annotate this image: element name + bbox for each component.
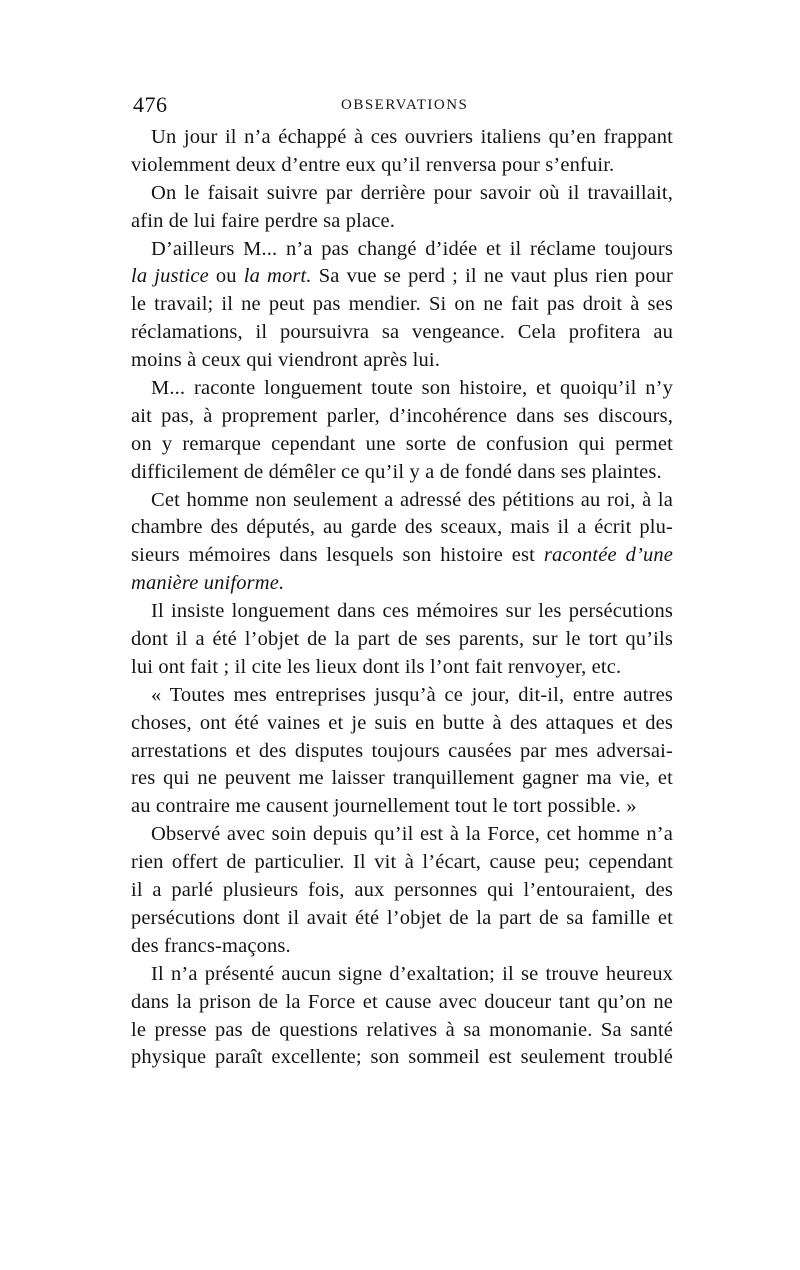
page-number: 476 xyxy=(133,92,168,117)
text-line xyxy=(131,654,673,682)
text-run: ait pas, à proprement parler, d’incohérence dans ses discours, xyxy=(131,404,673,427)
text-line xyxy=(131,1044,673,1072)
text-line xyxy=(131,124,673,152)
text-run: res qui ne peuvent me laisser tranquillement gagner ma vie, et xyxy=(131,767,673,790)
text-line xyxy=(131,765,673,793)
text-run: au contraire me causent journellement tout le tort possible. » xyxy=(131,795,637,818)
text-run: M... raconte longuement toute son histoire, et quoiqu’il n’y xyxy=(151,377,673,400)
text-line xyxy=(131,459,673,487)
body-text xyxy=(131,124,673,1072)
paragraph xyxy=(131,180,673,236)
text-line xyxy=(131,431,673,459)
text-line xyxy=(131,598,673,626)
text-run: le presse pas de questions relatives à sa monomanie. Sa santé xyxy=(131,1018,673,1041)
paragraph xyxy=(131,821,673,960)
text-line xyxy=(131,710,673,738)
paragraph xyxy=(131,961,673,1073)
text-run: persécutions dont il avait été l’objet de la part de sa famille et xyxy=(131,906,673,929)
text-run: physique paraît excellente; son sommeil est seulement troublé xyxy=(131,1046,673,1069)
text-line xyxy=(131,263,673,291)
page-header xyxy=(133,92,673,122)
paragraph xyxy=(131,598,673,682)
italic-text: la mort. xyxy=(243,265,312,288)
text-line xyxy=(131,989,673,1017)
text-run: il a parlé plusieurs fois, aux personnes qui l’entouraient, des xyxy=(131,879,673,902)
paragraph xyxy=(131,682,673,821)
text-line xyxy=(131,1017,673,1045)
text-line xyxy=(131,403,673,431)
text-line xyxy=(131,514,673,542)
text-run: Cet homme non seulement a adressé des pétitions au roi, à la xyxy=(151,488,673,511)
text-run: dans la prison de la Force et cause avec douceur tant qu’on ne xyxy=(131,990,673,1013)
text-run: rien offert de particulier. Il vit à l’écart, cause peu; cependant xyxy=(131,851,673,874)
text-line xyxy=(131,905,673,933)
text-line xyxy=(131,319,673,347)
text-run: réclamations, il poursuivra sa vengeance. Cela profitera au xyxy=(131,321,673,344)
text-run: moins à ceux qui viendront après lui. xyxy=(131,349,440,372)
text-run: arrestations et des disputes toujours causées par mes adversai- xyxy=(131,739,673,762)
text-run: dont il a été l’objet de la part de ses parents, sur le tort qu’ils xyxy=(131,628,673,651)
text-line xyxy=(131,961,673,989)
text-run: difficilement de démêler ce qu’il y a de fondé dans ses plaintes. xyxy=(131,460,662,483)
text-line xyxy=(131,821,673,849)
running-head: OBSERVATIONS xyxy=(341,97,469,113)
text-line xyxy=(131,793,673,821)
text-line xyxy=(131,542,673,570)
text-line xyxy=(131,487,673,515)
text-line xyxy=(131,291,673,319)
text-run: afin de lui faire perdre sa place. xyxy=(131,209,396,232)
text-run: ou xyxy=(208,265,244,288)
paragraph xyxy=(131,236,673,375)
paragraph xyxy=(131,375,673,487)
text-run: on y remarque cependant une sorte de confusion qui permet xyxy=(131,432,673,455)
text-run: Il insiste longuement dans ces mémoires sur les persécutions xyxy=(151,600,673,623)
text-line xyxy=(131,236,673,264)
text-line xyxy=(131,738,673,766)
text-run: Observé avec soin depuis qu’il est à la Force, cet homme n’a xyxy=(151,823,673,846)
italic-text: racontée d’une xyxy=(543,544,674,567)
text-line xyxy=(131,347,673,375)
text-run: Un jour il n’a échappé à ces ouvriers italiens qu’en frappant xyxy=(151,126,673,148)
text-run: D’ailleurs M... n’a pas changé d’idée et il réclame toujours xyxy=(151,237,673,260)
text-run: choses, ont été vaines et je suis en butte à des attaques et des xyxy=(131,711,673,734)
text-line xyxy=(131,933,673,961)
text-run: Sa vue se perd ; il ne vaut plus rien pour xyxy=(311,265,673,288)
paragraph xyxy=(131,124,673,180)
text-run: le travail; il ne peut pas mendier. Si on ne fait pas droit à ses xyxy=(131,293,673,316)
text-run: « Toutes mes entreprises jusqu’à ce jour, dit-il, entre autres xyxy=(151,683,673,706)
text-run: On le faisait suivre par derrière pour savoir où il travaillait, xyxy=(151,181,673,204)
text-run: chambre des députés, au garde des sceaux, mais il a écrit plu- xyxy=(131,516,673,539)
text-run: violemment deux d’entre eux qu’il renversa pour s’enfuir. xyxy=(131,153,615,176)
text-line xyxy=(131,375,673,403)
text-line xyxy=(131,208,673,236)
italic-text: la justice xyxy=(131,265,209,288)
text-run: lui ont fait ; il cite les lieux dont ils l’ont fait renvoyer, etc. xyxy=(131,655,622,678)
text-line xyxy=(131,849,673,877)
text-run: Il n’a présenté aucun signe d’exaltation; il se trouve heureux xyxy=(151,962,673,985)
text-line xyxy=(131,152,673,180)
text-run: des francs-maçons. xyxy=(131,934,291,957)
text-line xyxy=(131,180,673,208)
italic-text: manière uniforme. xyxy=(131,572,285,595)
paragraph xyxy=(131,487,673,599)
text-line xyxy=(131,682,673,710)
text-line xyxy=(131,626,673,654)
text-line xyxy=(131,877,673,905)
text-run: sieurs mémoires dans lesquels son histoire est xyxy=(131,544,544,567)
text-line xyxy=(131,570,673,598)
